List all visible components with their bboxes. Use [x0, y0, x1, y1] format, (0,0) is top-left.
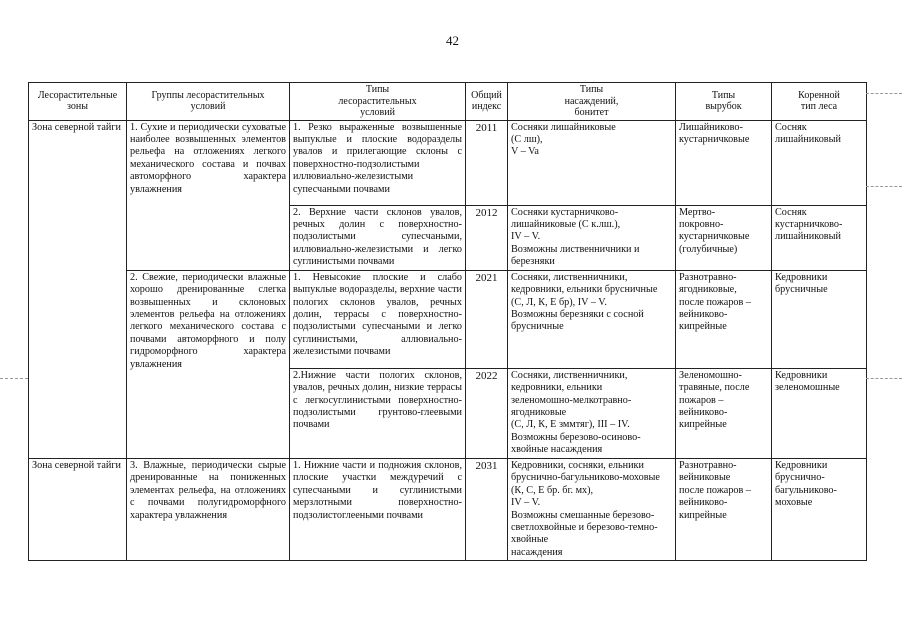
group-cell: 1. Сухие и периодически суховатые наиболее возвышенных элементов рельефа на отложениях легкого механического состава и почвах автоморфного характера увлажнения	[127, 120, 290, 270]
header-types: Типы лесорастительных условий	[290, 83, 466, 121]
table-row	[29, 270, 867, 368]
scan-artifact-line	[866, 186, 902, 187]
cutting-cell: Мертво- покровно- кустарничковые (голубичные)	[676, 205, 772, 270]
stands-cell: Сосняки, лиственничники, кедровники, ельники брусничные (С, Л, К, Е бр), IV – V. Возможны березняки с сосной брусничные	[508, 270, 676, 368]
cutting-cell: Разнотравно- ягодниковые, после пожаров – вейниково- кипрейные	[676, 270, 772, 368]
table-row	[29, 120, 867, 205]
header-stands: Типы насаждений, бонитет	[508, 83, 676, 121]
stands-cell: Сосняки кустарничково- лишайниковые (С к.лш.), IV – V. Возможны лиственничники и березняки	[508, 205, 676, 270]
group-cell: 2. Свежие, периодически влажные хорошо дренированные слегка возвышенных и склоновых элементов рельефа на отложениях легкого механического состава с почвами автоморфного и полу гидроморфного характера увлажнения	[127, 270, 290, 458]
table-row	[29, 458, 867, 561]
forest-type-cell: Кедровники брусничные	[772, 270, 867, 368]
index-cell: 2011	[466, 120, 508, 205]
header-zones: Лесорастительные зоны	[29, 83, 127, 121]
index-cell: 2022	[466, 368, 508, 458]
index-cell: 2012	[466, 205, 508, 270]
cutting-cell: Лишайниково- кустарничковые	[676, 120, 772, 205]
scan-artifact-line	[0, 378, 28, 379]
index-cell: 2031	[466, 458, 508, 561]
forest-type-cell: Сосняк лишайниковый	[772, 120, 867, 205]
forest-types-table	[28, 82, 867, 561]
conditions-type-cell: 2. Верхние части склонов увалов, речных долин с поверхностно-подзолистыми супесчаными, иллювиально-железистыми и легко суглинистыми почвами	[290, 205, 466, 270]
header-index: Общий индекс	[466, 83, 508, 121]
scan-artifact-line	[866, 378, 902, 379]
forest-type-cell: Кедровники бруснично- багульниково- моховые	[772, 458, 867, 561]
scan-artifact-line	[866, 93, 902, 94]
forest-type-cell: Кедровники зеленомошные	[772, 368, 867, 458]
header-row	[29, 83, 867, 121]
zone-cell: Зона северной тайги	[29, 458, 127, 561]
header-cuttings: Типы вырубок	[676, 83, 772, 121]
header-forest-type: Коренной тип леса	[772, 83, 867, 121]
conditions-type-cell: 1. Резко выраженные возвышенные выпуклые и плоские водоразделы увалов и прилегающие склоны с поверхностно-подзолистыми иллювиально-железистыми супесчаными почвами	[290, 120, 466, 205]
stands-cell: Сосняки лишайниковые (С лш), V – Va	[508, 120, 676, 205]
conditions-type-cell: 2.Нижние части пологих склонов, увалов, речных долин, низкие террасы с легкосуглинистыми поверхностно-подзолистыми грунтово-глеевыми почвами	[290, 368, 466, 458]
zone-cell: Зона северной тайги	[29, 120, 127, 458]
stands-cell: Кедровники, сосняки, ельники бруснично-багульниково-моховые (К, С, Е бр. бг. мх), IV – V. Возможны смешанные березово- светлохвойные и березово-темно- хвойные насаждения	[508, 458, 676, 561]
cutting-cell: Зеленомошно- травяные, после пожаров – вейниково- кипрейные	[676, 368, 772, 458]
cutting-cell: Разнотравно- вейниковые после пожаров – вейниково- кипрейные	[676, 458, 772, 561]
group-cell: 3. Влажные, периодически сырые дренированные на пониженных элементах рельефа, на отложениях с почвами полугидроморфного характера увлажнения	[127, 458, 290, 561]
conditions-type-cell: 1. Невысокие плоские и слабо выпуклые водоразделы, верхние части пологих склонов увалов, речных долин, террасы с поверхностно-подзолистыми супесчаными и легко суглинистыми, аллювиально-железистыми почвами	[290, 270, 466, 368]
header-groups: Группы лесорастительных условий	[127, 83, 290, 121]
conditions-type-cell: 1. Нижние части и подножия склонов, плоские участки междуречий с супесчаными и суглинистыми мерзлотными поверхностно-подзолистоглееными почвами	[290, 458, 466, 561]
index-cell: 2021	[466, 270, 508, 368]
forest-type-cell: Сосняк кустарничково- лишайниковый	[772, 205, 867, 270]
stands-cell: Сосняки, лиственничники, кедровники, ельники зеленомошно-мелкотравно- ягодниковые (С, Л, К, Е зммтяг), III – IV. Возможны березово-осиново- хвойные насаждения	[508, 368, 676, 458]
page-number: 42	[446, 33, 459, 48]
